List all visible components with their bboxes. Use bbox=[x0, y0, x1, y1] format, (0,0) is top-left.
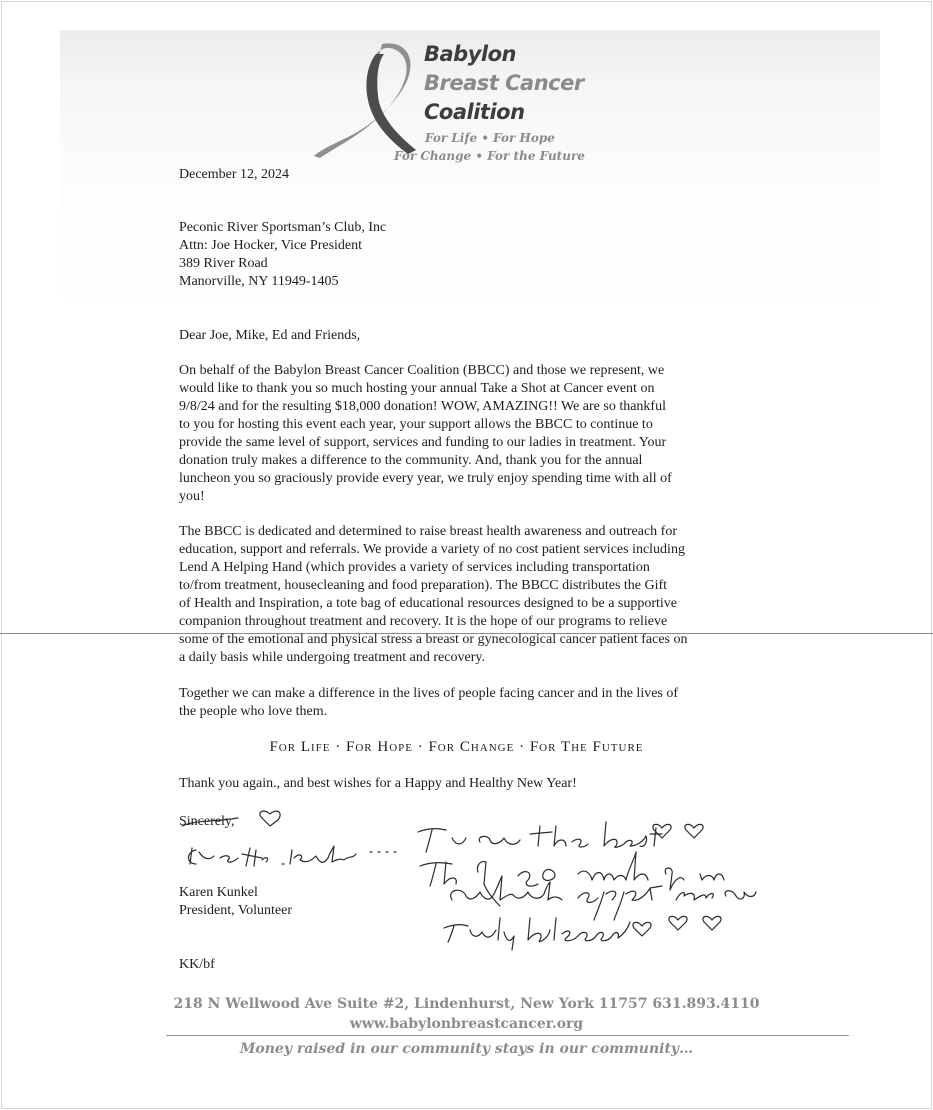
logo-name-line3: Coalition bbox=[424, 100, 525, 124]
handwritten-note-strokes bbox=[418, 822, 756, 950]
closing-thanks: Thank you again., and best wishes for a Happy and Healthy New Year! bbox=[179, 776, 577, 791]
text-line: education, support and referrals. We provide a variety of no cost patient services including bbox=[179, 542, 685, 557]
sign-off: Sincerely, bbox=[179, 814, 235, 829]
text-line: a daily basis while undergoing treatment and recovery. bbox=[179, 650, 485, 665]
logo-tagline-line2: For Change • For the Future bbox=[394, 149, 585, 163]
logo-name-line2: Breast Cancer bbox=[424, 71, 584, 95]
letter-motto: For Life · For Hope · For Change · For The Future bbox=[269, 739, 644, 755]
recipient-line: Peconic River Sportsman’s Club, Inc bbox=[179, 220, 387, 235]
text-line: The BBCC is dedicated and determined to raise breast health awareness and outreach for bbox=[179, 524, 677, 539]
signature bbox=[189, 846, 397, 866]
logo-name-line1: Babylon bbox=[424, 42, 516, 66]
salutation: Dear Joe, Mike, Ed and Friends, bbox=[179, 328, 361, 343]
signer-name: Karen Kunkel bbox=[179, 885, 258, 900]
recipient-line: 389 River Road bbox=[179, 256, 268, 271]
sincerely-strike-heart bbox=[182, 811, 280, 826]
typist-initials: KK/bf bbox=[179, 957, 215, 972]
footer-motto: Money raised in our community stays in our community… bbox=[239, 1041, 694, 1057]
footer-divider bbox=[166, 1035, 849, 1036]
text-line: some of the emotional and physical stress a breast or gynecological cancer patient faces on bbox=[179, 632, 688, 647]
text-line: companion throughout treatment and recovery. It is the hope of our programs to relieve bbox=[179, 614, 668, 629]
text-line: donation truly makes a difference to the community. And, thank you for the annual bbox=[179, 453, 643, 468]
text-line: Lend A Helping Hand (which provides a variety of services including transportation bbox=[179, 560, 650, 575]
logo-tagline-line1: For Life • For Hope bbox=[425, 131, 555, 145]
text-line: Together we can make a difference in the lives of people facing cancer and in the lives of bbox=[179, 686, 679, 701]
footer-website: www.babylonbreastcancer.org bbox=[349, 1016, 584, 1032]
signer-title: President, Volunteer bbox=[179, 903, 293, 918]
recipient-line: Attn: Joe Hocker, Vice President bbox=[179, 238, 363, 253]
text-line: you! bbox=[179, 489, 205, 504]
text-line: the people who love them. bbox=[179, 704, 328, 719]
text-line: would like to thank you so much hosting your annual Take a Shot at Cancer event on bbox=[179, 381, 655, 396]
text-line: provide the same level of support, services and funding to our ladies in treatment. Your bbox=[179, 435, 667, 450]
text-line: On behalf of the Babylon Breast Cancer Coalition (BBCC) and those we represent, we bbox=[179, 363, 665, 378]
text-line: to/from treatment, housecleaning and food preparation). The BBCC distributes the Gift bbox=[179, 578, 668, 593]
text-line: to you for hosting this event each year, your support allows the BBCC to continue to bbox=[179, 417, 653, 432]
recipient-line: Manorville, NY 11949-1405 bbox=[179, 274, 339, 289]
text-line: of Health and Inspiration, a tote bag of educational resources designed to be a supportive bbox=[179, 596, 678, 611]
letter-date: December 12, 2024 bbox=[179, 167, 290, 182]
text-line: 9/8/24 and for the resulting $18,000 donation! WOW, AMAZING!! We are so thankful bbox=[179, 399, 666, 414]
footer-address: 218 N Wellwood Ave Suite #2, Lindenhurst, New York 11757 631.893.4110 bbox=[173, 996, 760, 1012]
text-line: luncheon you so graciously provide every year, we truly enjoy spending time with all of bbox=[179, 471, 672, 486]
